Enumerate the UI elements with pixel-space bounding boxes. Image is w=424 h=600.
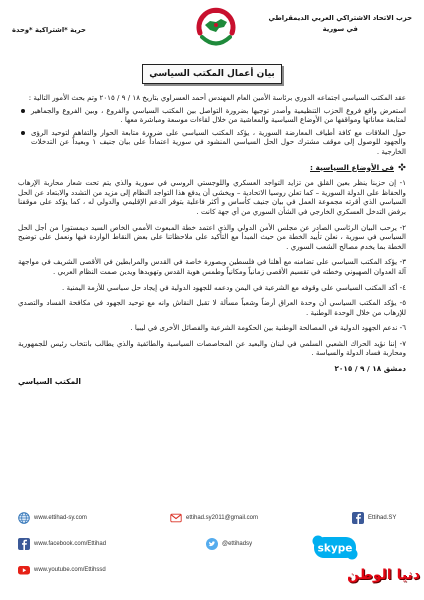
- political-item-4: ٤- أكد المكتب السياسي على وقوفه مع الشرعية في اليمن ودعمه للجهود الدولية في إيجاد حل سياسي للأزمة اليمنية .: [62, 282, 406, 292]
- skype-logo-text: skype: [317, 542, 353, 555]
- bullet-icon: [21, 131, 25, 135]
- party-emblem-logo: [193, 4, 239, 50]
- facebook-icon: [18, 538, 30, 550]
- youtube-contact: [18, 564, 106, 576]
- facebook-url-text: www.facebook.com/Ettihad: [34, 541, 107, 547]
- section-heading-text: في الأوضاع السياسية :: [310, 162, 394, 172]
- party-country: في سورية: [322, 25, 358, 33]
- signatory: المكتب السياسي: [18, 376, 82, 386]
- diamond-bullet-icon: [398, 163, 406, 171]
- contact-footer: [0, 505, 424, 600]
- facebook-page-text: Ettihad.SY: [368, 515, 397, 521]
- place-date: دمشق ١٨ / ٩ / ٢٠١٥: [334, 364, 406, 374]
- party-name: حزب الاتحاد الاشتراكي العربي الديمقراطي: [268, 14, 412, 22]
- statement-body: [18, 93, 406, 386]
- email-contact: [170, 512, 258, 524]
- statement-title: بيان أعمال المكتب السياسي: [142, 64, 282, 84]
- bullet-item: [18, 128, 406, 157]
- political-item-2: ٢- يرحب البيان الرئاسي الصادر عن مجلس الأمن الدولي والذي اعتمد خطة المبعوث الأممي الخاص السيد ديمستورا من أجل الحل السياسي في سورية ، نعلن تأييد الخطة من حيث المبدأ مع التأكيد على ملاحظاتنا على بعض النقاط الواردة فيها ونعمل على توضيح الخطة بما يخدم مصالح الشعب السوري .: [18, 222, 406, 251]
- bullet-text: استعرض واقع فروع الحزب التنظيمية وأصدر توجيها بضرورة التواصل بين المكتب السياسي والفروع ، وبين الفروع والجماهير لمتابعة معاناتها ومواقفها من الأوضاع السياسية والمعاشية من خلال لقاءات موسعة ومباشرة معها .: [31, 105, 406, 125]
- party-slogan: حرية *اشتراكية *وحدة: [12, 26, 86, 34]
- email-text: ettihad.sy2011@gmail.com: [186, 515, 259, 521]
- political-item-1: ١- إن حزبنا ينظر بعين القلق من تزايد التواجد العسكري واللوجستي الروسي في سورية والذي يتم تحت شعار محاربة الإرهاب والحفاظ على الدولة السورية – كما تعلن روسيا الاتحادية – ويخشى أن يدفع هذا التواجد النظام إلى مزيد من التشدد والابتعاد عن الحل السياسي الذي أقرته مجموعة العمل في بيان جنيف كأساس و أكثر فاعلية بتوفر الدعم الإقليمي والدولي له ، كما يؤكد على موقفنا برفض التدخل العسكري الخارجي في الشأن السوري من أي جهة كانت .: [18, 178, 406, 216]
- intro-paragraph: عقد المكتب السياسي اجتماعه الدوري برئاسة الأمين العام المهندس أحمد العسراوي بتاريخ ١٨ / ٩ / ٢٠١٥ وتم بحث الأمور التالية :: [28, 93, 406, 102]
- bullet-icon: [21, 109, 25, 113]
- youtube-icon: [18, 564, 30, 576]
- twitter-contact: [206, 538, 252, 550]
- globe-icon: [18, 512, 30, 524]
- twitter-text: @ettihadsy: [222, 541, 253, 547]
- website-text: www.ettihad-sy.com: [34, 515, 87, 521]
- political-item-5: ٥- يؤكد المكتب السياسي أن وحدة العراق أرضاً وشعباً مسألة لا تقبل النقاش وانه مع توحيد الجهود في مكافحة الفساد والتصدي للإرهاب من خلال الوحدة الوطنية .: [18, 298, 406, 317]
- political-item-6: ٦- ندعم الجهود الدولية في المصالحة الوطنية بين الحكومة الشرعية والفصائل الأخرى في ليبيا .: [130, 323, 406, 333]
- bullet-item: [18, 106, 406, 125]
- website-contact: [18, 512, 87, 524]
- political-item-7: ٧- إننا نؤيد الحراك الشعبي السلمي في لبنان والبعيد عن المحاصصات السياسية والطائفية والذي يطالب بانتخاب رئيس للجمهورية ومحاربة فساد الدولة والسياسة .: [18, 338, 406, 358]
- political-section-heading: [18, 163, 406, 173]
- youtube-text: www.youtube.com/Ettihssd: [34, 567, 106, 573]
- facebook-icon: [352, 512, 364, 524]
- watermark-logo: دنيا الوطن: [347, 567, 420, 583]
- facebook-page-contact: [352, 512, 396, 524]
- skype-logo: [312, 535, 358, 560]
- gmail-icon: [170, 512, 182, 524]
- bullet-text: حول العلاقات مع كافة أطياف المعارضة السورية ، يؤكد المكتب السياسي على ضرورة متابعة الحوار والتفاهم لتوحيد الرؤى والجهود للوصول إلى موقف مشترك حول الحل السياسي المنشود في سورية اعتماداً على بيان جنيف ١ وبعيداً عن التدخلات الخارجية .: [31, 127, 406, 156]
- political-item-3: ٣- يؤكد المكتب السياسي على تضامنه مع أهلنا في فلسطين وبصورة خاصة في القدس والمرابطين في الأقصى الشريف في مواجهة آلة العدوان الصهيوني وخطته في تقسيم الأقصى زمانياً ومكانياً وطمس هوية القدس وتهويدها ويدين صمت النظام العربي .: [18, 257, 406, 276]
- party-header: [268, 13, 412, 35]
- facebook-url-contact: [18, 538, 106, 550]
- twitter-icon: [206, 538, 218, 550]
